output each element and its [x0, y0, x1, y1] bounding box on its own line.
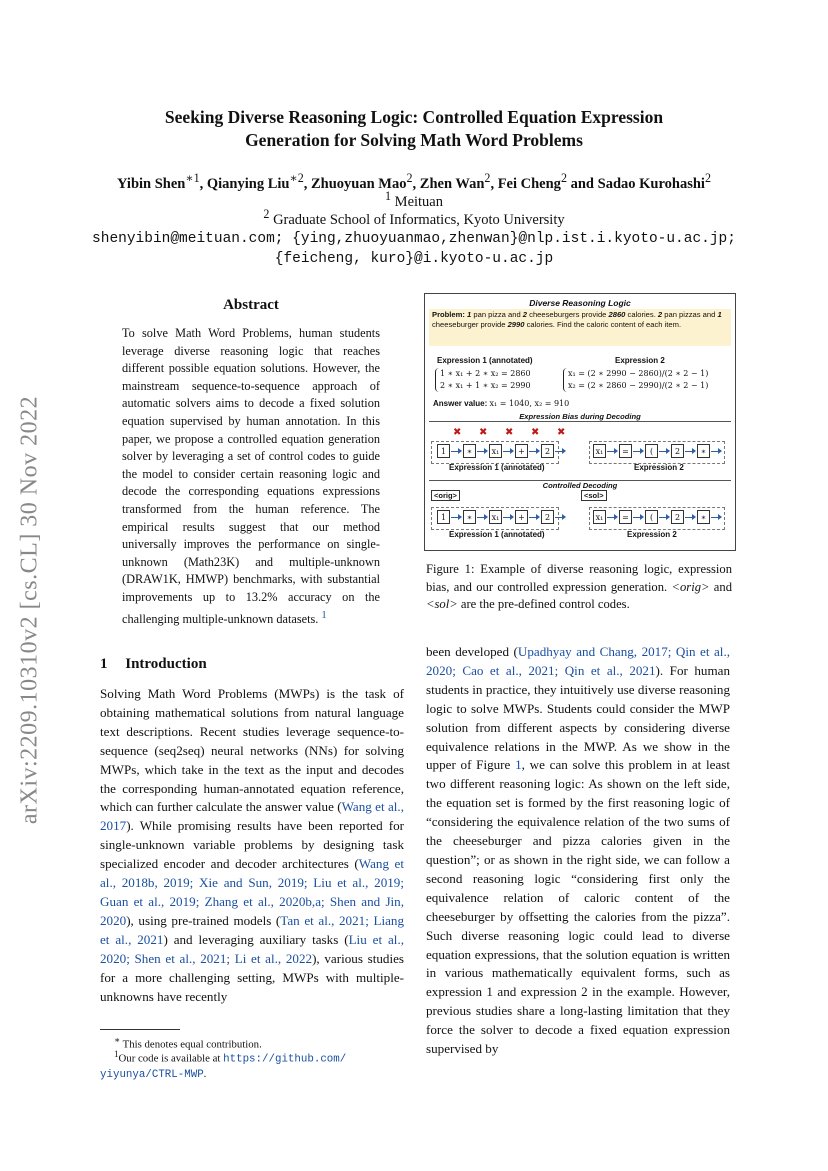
bias-expr1-label: Expression 1 (annotated) — [449, 463, 545, 472]
expr1-label: Expression 1 (annotated) — [437, 356, 533, 365]
footnote-star-text: This denotes equal contribution. — [122, 1038, 262, 1051]
decode-arrow — [607, 517, 615, 518]
author-affiliation-sup: 2 — [560, 171, 567, 185]
control-code-sol: <sol> — [581, 490, 607, 501]
citation-link[interactable]: Wang et al., 2017 — [100, 799, 404, 834]
arxiv-identifier: arXiv:2209.10310v2 [cs.CL] 30 Nov 2022 — [16, 395, 43, 825]
footnote-one-end: . — [203, 1067, 207, 1080]
decode-token: 2 — [541, 510, 554, 524]
citation-link[interactable]: Upadhyay and Chang, 2017; Qin et al., 2020; Cao et al., 2021; Qin et al., 2021 — [426, 644, 730, 678]
problem-number: 2 — [657, 310, 663, 319]
author-name: Qianying Liu — [206, 175, 290, 192]
author-affiliation-sup: 2 — [484, 171, 491, 185]
intro-paragraph-right — [426, 643, 730, 1059]
footnote-code — [100, 1047, 410, 1082]
problem-number: 2990 — [507, 320, 525, 330]
problem-number: 1 — [717, 310, 722, 319]
decode-arrow — [659, 517, 667, 518]
expr1-eq1: 1 ∗ x₁ + 2 ∗ x₂ = 2860 — [440, 369, 531, 378]
problem-box — [429, 309, 731, 346]
section-heading-introduction — [100, 656, 207, 673]
controlled-title: Controlled Decoding — [429, 480, 731, 490]
decode-arrow — [451, 451, 459, 452]
caption-and: and — [709, 579, 732, 594]
figure-1 — [424, 293, 736, 551]
bias-panel — [429, 422, 731, 478]
expr1-equations — [435, 368, 531, 392]
author-affiliation-sup: 2 — [704, 171, 711, 185]
email-line-2[interactable]: {feicheng, kuro}@i.kyoto-u.ac.jp — [274, 251, 554, 267]
expr2-eq1: x₁ = (2 ∗ 2990 − 2860)/(2 ∗ 2 − 1) — [568, 369, 709, 378]
decode-token: 1 — [437, 444, 450, 458]
email-addresses — [30, 229, 798, 269]
decode-arrow — [529, 517, 537, 518]
problem-text-run: calories. — [625, 310, 658, 319]
problem-text — [432, 310, 722, 329]
bias-x-icon: ✖ — [531, 427, 540, 438]
footnote-star: ∗ — [114, 1035, 121, 1045]
author-name: Sadao Kurohashi — [597, 175, 705, 192]
decode-token: + — [515, 444, 528, 458]
decode-arrow — [451, 517, 459, 518]
body-text: ) and leveraging auxiliary tasks ( — [163, 931, 349, 947]
intro-paragraph-left — [100, 685, 404, 1006]
author-name: Zhen Wan — [419, 175, 485, 192]
footnote-one-text: Our code is available at — [118, 1052, 224, 1065]
decode-arrow — [685, 451, 693, 452]
caption-sol-code: <sol> — [426, 597, 458, 611]
decode-token: 2 — [541, 444, 554, 458]
decode-token: = — [619, 510, 632, 524]
decode-arrow — [711, 517, 719, 518]
paper-title — [90, 106, 738, 152]
citation-link[interactable]: Tan et al., 2021; Liang et al., 2021 — [100, 912, 404, 947]
decode-token: ∗ — [463, 510, 476, 524]
caption-tail: are the pre-defined control codes. — [457, 597, 630, 611]
arxiv-sidebar — [10, 350, 50, 870]
caption-label: Figure 1: — [426, 562, 475, 576]
citation-link[interactable]: Wang et al., 2018b, 2019; Xie and Sun, 2019; Liu et al., 2019; Guan et al., 2019; Zhang et al., 2020b,a; Shen and Jin, 2020 — [100, 856, 404, 928]
decode-token: = — [619, 444, 632, 458]
decode-arrow — [555, 517, 563, 518]
decode-token: 2 — [671, 510, 684, 524]
abstract-body — [122, 325, 380, 628]
body-text: ). For human students in practice, they intuitively use diverse reasoning logic to solve MWPs. Students could consider the MWP solution from different aspects by considering diverse equivalence relations in the MWP. As we show in the upper of Figure — [426, 662, 730, 773]
decode-token: ∗ — [697, 444, 710, 458]
title-line-1: Seeking Diverse Reasoning Logic: Controlled Equation Expression — [164, 107, 664, 127]
body-text: ), various studies for a more challenging setting, MWPs with multiple-unknowns have recently — [100, 950, 404, 1004]
affiliation-1-sup: 1 — [385, 189, 392, 203]
decode-token: 1 — [437, 510, 450, 524]
author-separator: and — [566, 175, 598, 192]
bias-x-icon: ✖ — [453, 427, 462, 438]
author-affiliation-sup: 2 — [406, 171, 413, 185]
expr2-eq2: x₂ = (2 ∗ 2860 − 2990)/(2 ∗ 2 − 1) — [568, 381, 709, 390]
author-affiliation-sup: ∗1 — [185, 171, 200, 185]
decode-token: ( — [645, 444, 658, 458]
footnote-one: 1 — [114, 1049, 119, 1059]
problem-number: 2 — [522, 310, 528, 319]
caption-orig-code: <orig> — [671, 579, 710, 594]
affiliation-1-text: Meituan — [394, 193, 443, 210]
bias-expr2-label: Expression 2 — [634, 463, 684, 472]
footnote-rule — [100, 1029, 180, 1030]
citation-link[interactable]: Liu et al., 2020; Shen et al., 2021; Li et al., 2022 — [100, 931, 404, 966]
affiliation-2 — [60, 207, 768, 229]
body-text: ). While promising results have been reported for single-unknown variable problems by designing task specialized encoder and decoder architectures ( — [100, 818, 404, 872]
decode-arrow — [711, 451, 719, 452]
decode-token: ( — [645, 510, 658, 524]
abstract-footnote-mark[interactable]: 1 — [321, 609, 327, 621]
bias-title: Expression Bias during Decoding — [429, 412, 731, 422]
decode-arrow — [529, 451, 537, 452]
body-text: , we can solve this problem in at least two different reasoning logic: As shown on the left side, the equation set is formed by the first reasoning logic of “considering the equivalence relation of the two sums of the cheeseburger and pizza calories given in the question”; or as shown in the right side, we can follow a second reasoning logic “considering first only the equivalence relation of caloric content of the cheeseburger by offsetting the calories from the pizza”. Such diverse reasoning logic could lead to diverse equation expressions, that the solution equation is written in various mathematically equivalent forms, such as expression 1 and expression 2 in the example. However, previous studies share a long-lasting limitation that they force the solver to decode a fixed equation expression supervised by — [426, 757, 730, 1057]
decode-token: + — [515, 510, 528, 524]
body-text: ), using pre-trained models ( — [126, 912, 281, 928]
decode-token: ∗ — [463, 444, 476, 458]
answer-label: Answer value: — [433, 399, 488, 408]
author-name: Yibin Shen — [117, 175, 186, 192]
decode-token: ∗ — [697, 510, 710, 524]
problem-number: 1 — [467, 310, 472, 319]
decode-arrow — [607, 451, 615, 452]
bias-x-icon: ✖ — [479, 427, 488, 438]
decode-arrow — [633, 451, 641, 452]
expr1-eq2: 2 ∗ x₁ + 1 ∗ x₂ = 2990 — [440, 381, 531, 390]
ctrl-expr2-label: Expression 2 — [627, 530, 677, 539]
problem-text-run: pan pizzas and — [662, 310, 718, 319]
citation-link[interactable]: 1 — [515, 757, 522, 773]
decode-token: x₁ — [489, 510, 502, 524]
decode-token: 2 — [671, 444, 684, 458]
decode-arrow — [685, 517, 693, 518]
decode-arrow — [659, 451, 667, 452]
ctrl-expr1-label: Expression 1 (annotated) — [449, 530, 545, 539]
figure-title: Diverse Reasoning Logic — [529, 298, 631, 308]
body-text: Solving Math Word Problems (MWPs) is the task of obtaining mathematical solutions from natural language text descriptions. Recent studies leverage sequence-to-sequence (seq2seq) neural networks (NNs) for solving MWPs, which take in the text as the input and decodes the corresponding human-annotated equation reference, which can further calculate the answer value ( — [100, 686, 404, 815]
email-line-1[interactable]: shenyibin@meituan.com; {ying,zhuoyuanmao,zhenwan}@nlp.ist.i.kyoto-u.ac.jp; — [92, 231, 736, 247]
answer-value: x₁ = 1040, x₂ = 910 — [489, 399, 570, 408]
controlled-panel — [429, 490, 731, 548]
section-title: Introduction — [125, 656, 207, 672]
expr2-equations — [563, 368, 731, 392]
author-separator: , — [303, 175, 311, 192]
author-name: Fei Cheng — [497, 175, 561, 192]
decode-arrow — [477, 517, 485, 518]
problem-text-run: calories. Find the caloric content of each item. — [524, 320, 682, 330]
answer-value-row — [433, 398, 569, 410]
body-text: been developed ( — [426, 644, 518, 659]
code-link-part-1[interactable]: https://github.com/ — [223, 1053, 347, 1066]
author-separator: , — [490, 175, 498, 192]
author-name: Zhuoyuan Mao — [310, 175, 407, 192]
section-number: 1 — [100, 656, 108, 672]
expr2-label: Expression 2 — [615, 356, 665, 365]
decode-arrow — [555, 451, 563, 452]
abstract-heading: Abstract — [223, 297, 279, 313]
bias-x-icon: ✖ — [505, 427, 514, 438]
author-separator: , — [412, 175, 420, 192]
control-code-orig: <orig> — [431, 490, 460, 501]
problem-text-run: cheeseburgers provide — [527, 310, 609, 319]
author-affiliation-sup: ∗2 — [289, 171, 304, 185]
decode-token: x₁ — [489, 444, 502, 458]
decode-arrow — [503, 517, 511, 518]
problem-number: 2860 — [608, 310, 626, 319]
decode-arrow — [503, 451, 511, 452]
title-line-2: Generation for Solving Math Word Problems — [245, 130, 583, 150]
intro-left-column — [100, 685, 404, 1006]
problem-text-run: cheeseburger provide — [432, 320, 508, 330]
bias-x-icon: ✖ — [557, 427, 566, 438]
intro-right-column — [426, 643, 730, 1059]
code-link-part-2[interactable]: yiyunya/CTRL-MWP — [100, 1068, 204, 1081]
decode-token: x₁ — [593, 510, 606, 524]
problem-label: Problem: — [432, 310, 465, 319]
affiliation-2-text: Graduate School of Informatics, Kyoto University — [273, 211, 565, 228]
decode-arrow — [633, 517, 641, 518]
decode-arrow — [477, 451, 485, 452]
author-separator: , — [199, 175, 207, 192]
figure-1-caption — [426, 561, 732, 614]
caption-text: Example of diverse reasoning logic, expression bias, and our controlled expression generation. — [426, 562, 732, 594]
problem-text-run: pan pizza and — [471, 310, 523, 319]
decode-token: x₁ — [593, 444, 606, 458]
abstract-text: To solve Math Word Problems, human students leverage diverse reasoning logic that reaches different possible equation solutions. However, the mainstream sequence-to-sequence approach of automatic solvers aims to decode a fixed solution equation supervised by human annotation. In this paper, we propose a controlled equation generation solver by leveraging a set of control codes to guide the model to consider certain reasoning logic and decode the corresponding equations expressions transformed from the human reference. The empirical results suggest that our method universally improves the performance on single-unknown (Math23K) and multiple-unknown (DRAW1K, HMWP) benchmarks, with substantial improvements up to 13.2% accuracy on the challenging multiple-unknown datasets. — [122, 326, 380, 626]
affiliation-2-sup: 2 — [263, 207, 270, 221]
